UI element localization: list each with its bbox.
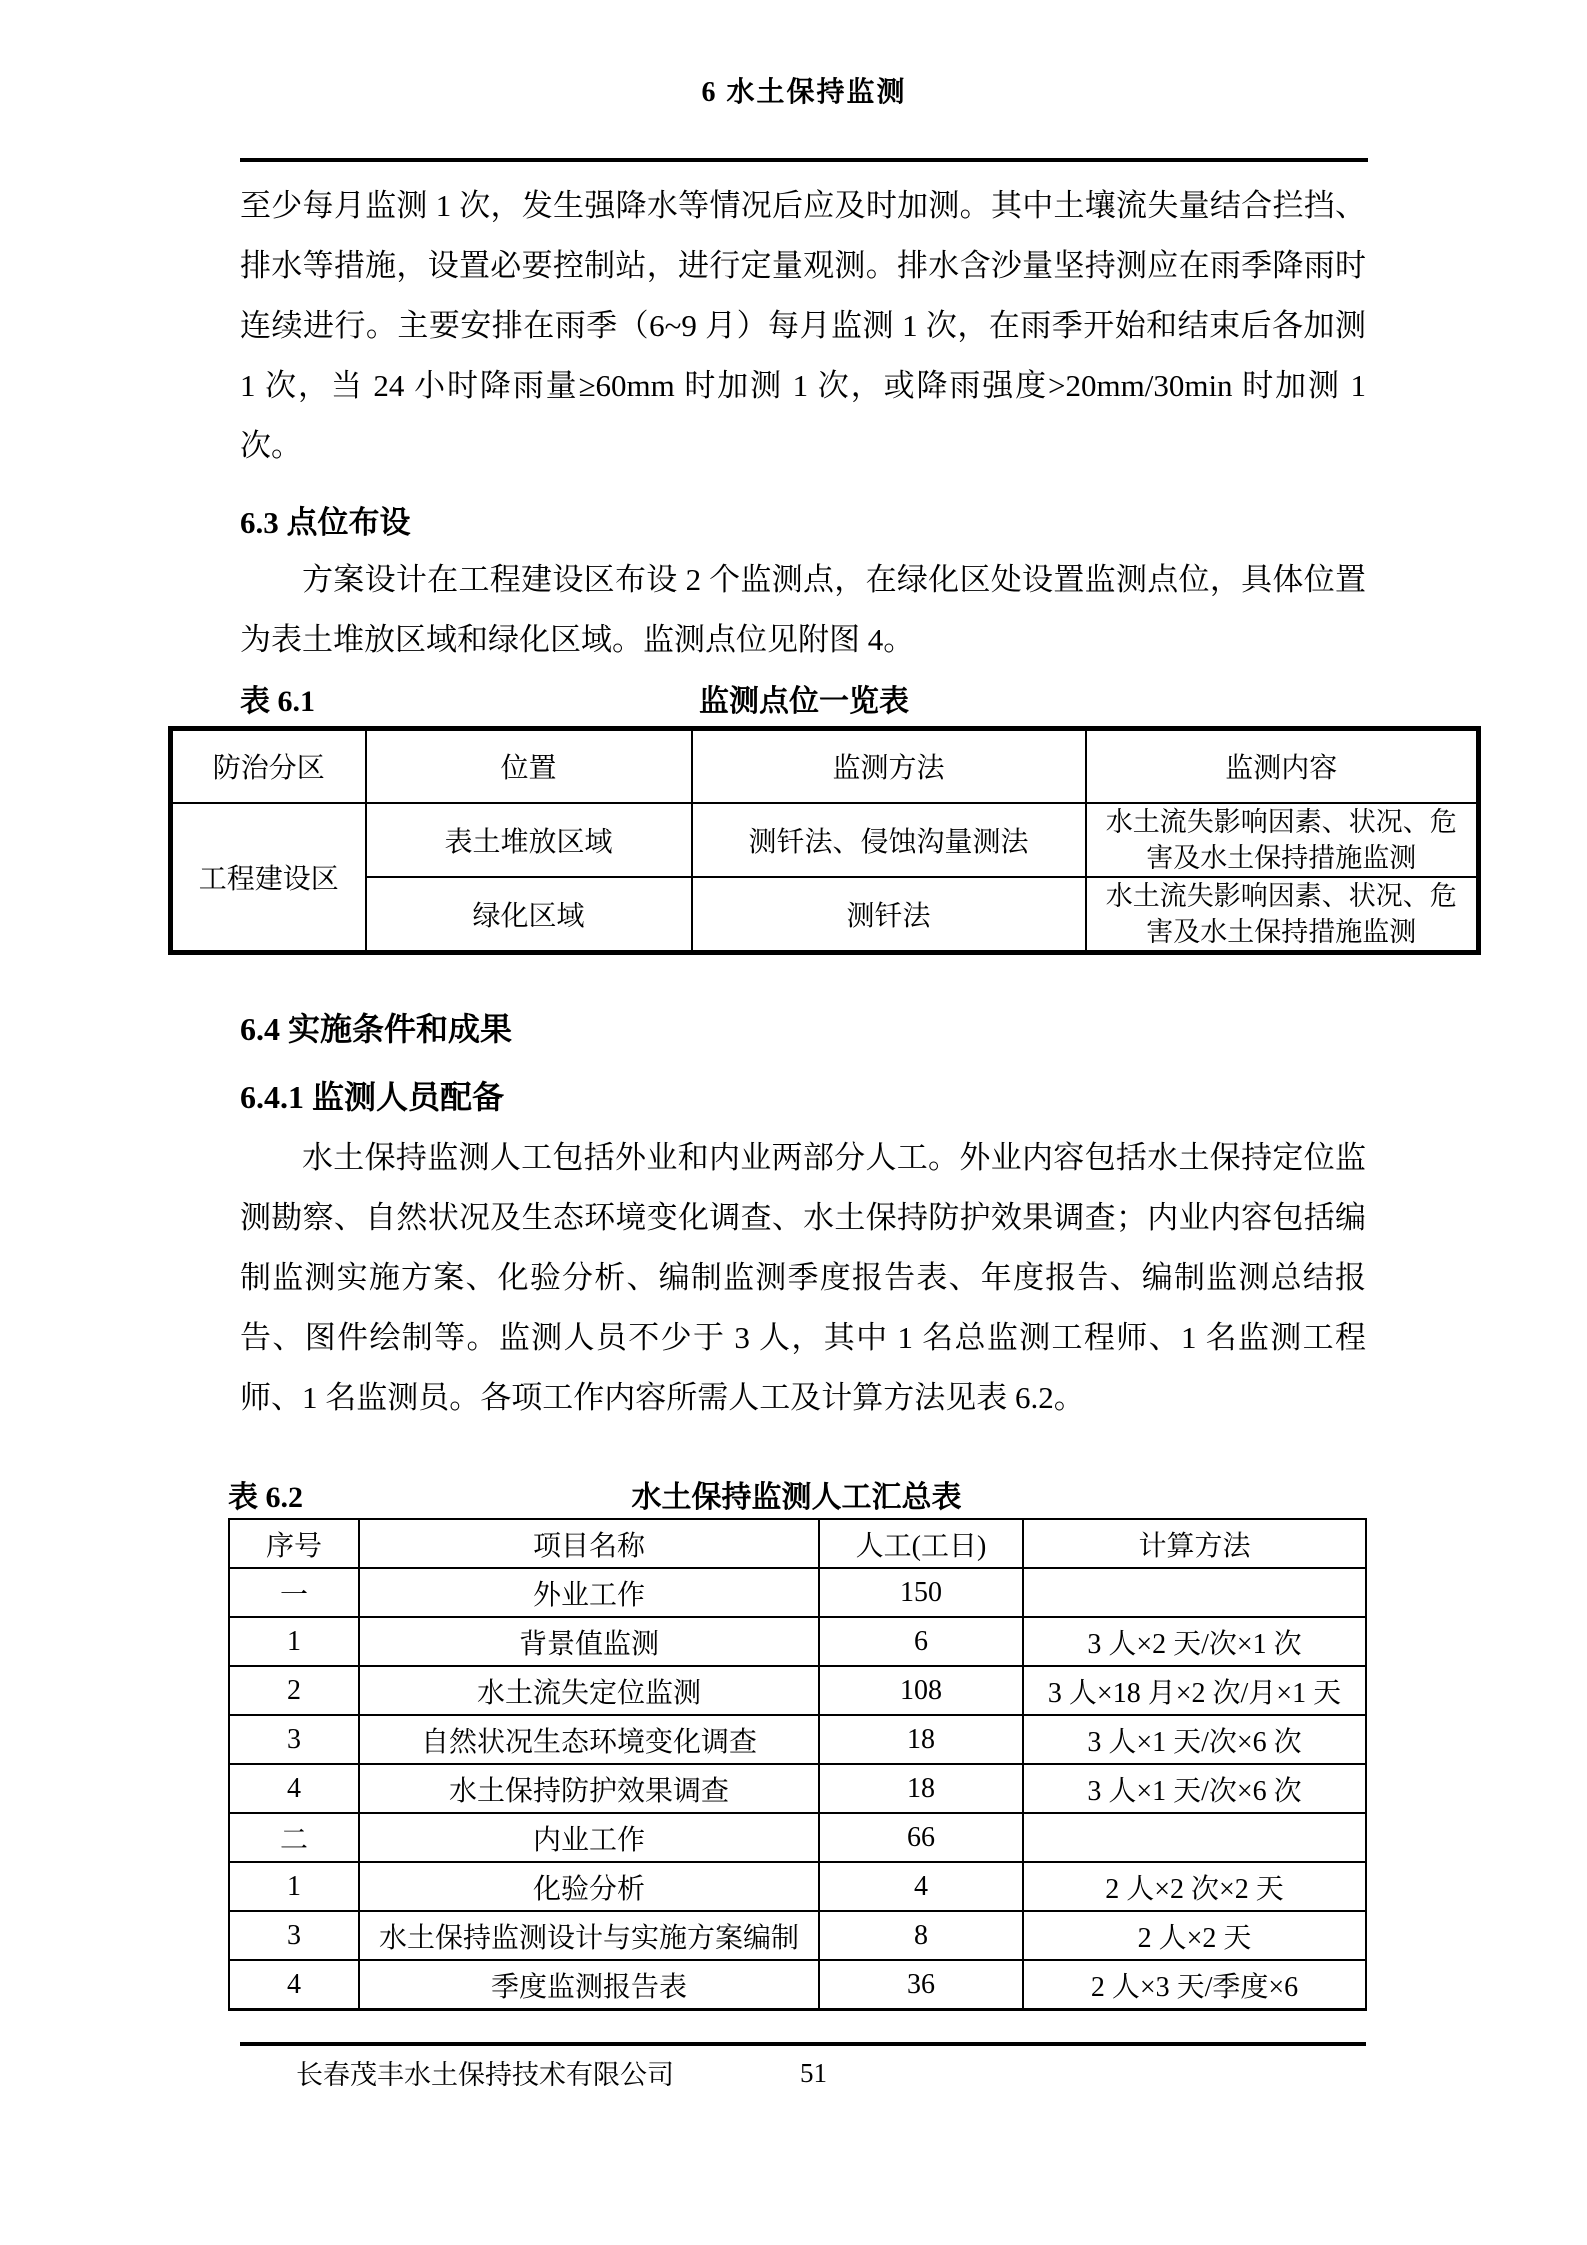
cell-no: 4: [229, 1960, 359, 2010]
table-6-2-header-calc: 计算方法: [1023, 1519, 1366, 1568]
cell-no: 1: [229, 1617, 359, 1666]
table-row: [229, 1666, 1366, 1715]
cell-no: 一: [229, 1568, 359, 1617]
cell-labor: 66: [819, 1813, 1023, 1862]
cell-calc: 3 人×1 天/次×6 次: [1023, 1764, 1366, 1813]
cell-item: 季度监测报告表: [359, 1960, 819, 2010]
table-6-1-content-cell: 水土流失影响因素、状况、危害及水土保持措施监测: [1086, 877, 1479, 953]
table-row: [229, 1862, 1366, 1911]
table-6-1-content-cell: 水土流失影响因素、状况、危害及水土保持措施监测: [1086, 803, 1479, 877]
table-6-2-header-labor: 人工(工日): [819, 1519, 1023, 1568]
paragraph-personnel: 水土保持监测人工包括外业和内业两部分人工。外业内容包括水土保持定位监测勘察、自然状况及生态环境变化调查、水土保持防护效果调查；内业内容包括编制监测实施方案、化验分析、编制监测季度报告表、年度报告、编制监测总结报告、图件绘制等。监测人员不少于 3 人，其中 1 名总监测工程师、1 名监测工程师、1 名监测员。各项工作内容所需人工及计算方法见表 6.2。: [240, 1140, 1366, 1415]
table-6-2-header-no: 序号: [229, 1519, 359, 1568]
table-6-1-location-cell: 表土堆放区域: [366, 803, 692, 877]
header-rule: [240, 158, 1368, 162]
table-row: [229, 1813, 1366, 1862]
cell-labor: 8: [819, 1911, 1023, 1960]
table-6-1-title: 监测点位一览表: [699, 685, 909, 718]
section-heading-6-3: 6.3 点位布设: [240, 505, 411, 540]
table-6-2-title: 水土保持监测人工汇总表: [631, 1481, 962, 1514]
table-6-2-header-row: [229, 1519, 1366, 1568]
cell-no: 3: [229, 1715, 359, 1764]
cell-calc: [1023, 1813, 1366, 1862]
cell-calc: 2 人×2 天: [1023, 1911, 1366, 1960]
cell-calc: [1023, 1568, 1366, 1617]
cell-no: 1: [229, 1862, 359, 1911]
table-6-1-label: 表 6.1: [240, 685, 315, 718]
footer-page-number: 51: [800, 2058, 827, 2088]
footer-company-name: 长春茂丰水土保持技术有限公司: [296, 2060, 674, 2090]
table-6-1-method-cell: 测钎法: [692, 877, 1086, 953]
table-6-2-caption: [228, 1478, 1365, 1518]
cell-no: 二: [229, 1813, 359, 1862]
cell-calc: 3 人×2 天/次×1 次: [1023, 1617, 1366, 1666]
table-row: [171, 877, 1479, 953]
cell-item: 水土保持监测设计与实施方案编制: [359, 1911, 819, 1960]
table-6-2-header-item: 项目名称: [359, 1519, 819, 1568]
table-6-1-caption: [240, 682, 1368, 722]
table-row: [229, 1911, 1366, 1960]
cell-labor: 18: [819, 1764, 1023, 1813]
cell-labor: 108: [819, 1666, 1023, 1715]
table-6-1-header-content: 监测内容: [1086, 729, 1479, 803]
table-6-1-method-cell: 测钎法、侵蚀沟量测法: [692, 803, 1086, 877]
cell-labor: 36: [819, 1960, 1023, 2010]
table-6-1-header-row: [171, 729, 1479, 803]
cell-item: 自然状况生态环境变化调查: [359, 1715, 819, 1764]
table-row: [229, 1764, 1366, 1813]
table-row: [229, 1715, 1366, 1764]
table-row: [229, 1568, 1366, 1617]
cell-item: 水土流失定位监测: [359, 1666, 819, 1715]
section-heading-6-4-1: 6.4.1 监测人员配备: [240, 1079, 505, 1115]
table-row: [229, 1960, 1366, 2010]
cell-calc: 2 人×3 天/季度×6: [1023, 1960, 1366, 2010]
table-6-2: [228, 1518, 1367, 2011]
cell-calc: 3 人×1 天/次×6 次: [1023, 1715, 1366, 1764]
cell-no: 3: [229, 1911, 359, 1960]
paragraph-point-layout: 方案设计在工程建设区布设 2 个监测点，在绿化区处设置监测点位，具体位置为表土堆放区域和绿化区域。监测点位见附图 4。: [240, 562, 1366, 657]
table-6-1-header-zone: 防治分区: [171, 729, 366, 803]
table-6-1-header-method: 监测方法: [692, 729, 1086, 803]
table-6-1-location-cell: 绿化区域: [366, 877, 692, 953]
table-6-2-label: 表 6.2: [228, 1481, 303, 1514]
cell-item: 内业工作: [359, 1813, 819, 1862]
table-row: [171, 803, 1479, 877]
paragraph-monitoring-frequency: 至少每月监测 1 次，发生强降水等情况后应及时加测。其中土壤流失量结合拦挡、排水等措施，设置必要控制站，进行定量观测。排水含沙量坚持测应在雨季降雨时连续进行。主要安排在雨季（6~9 月）每月监测 1 次，在雨季开始和结束后各加测 1 次，当 24 小时降雨量≥60mm 时加测 1 次，或降雨强度>20mm/30min 时加测 1 次。: [240, 188, 1366, 463]
cell-labor: 6: [819, 1617, 1023, 1666]
cell-calc: 2 人×2 次×2 天: [1023, 1862, 1366, 1911]
cell-no: 4: [229, 1764, 359, 1813]
cell-calc: 3 人×18 月×2 次/月×1 天: [1023, 1666, 1366, 1715]
table-row: [229, 1617, 1366, 1666]
cell-labor: 150: [819, 1568, 1023, 1617]
footer-rule: [240, 2042, 1366, 2046]
cell-item: 背景值监测: [359, 1617, 819, 1666]
table-6-1-header-location: 位置: [366, 729, 692, 803]
cell-item: 外业工作: [359, 1568, 819, 1617]
section-heading-6-4: 6.4 实施条件和成果: [240, 1011, 513, 1047]
cell-labor: 4: [819, 1862, 1023, 1911]
table-6-1: [168, 726, 1481, 955]
table-6-1-zone-cell: 工程建设区: [171, 803, 366, 953]
cell-labor: 18: [819, 1715, 1023, 1764]
cell-no: 2: [229, 1666, 359, 1715]
cell-item: 化验分析: [359, 1862, 819, 1911]
page-header-title: 6 水土保持监测: [701, 77, 907, 108]
cell-item: 水土保持防护效果调查: [359, 1764, 819, 1813]
